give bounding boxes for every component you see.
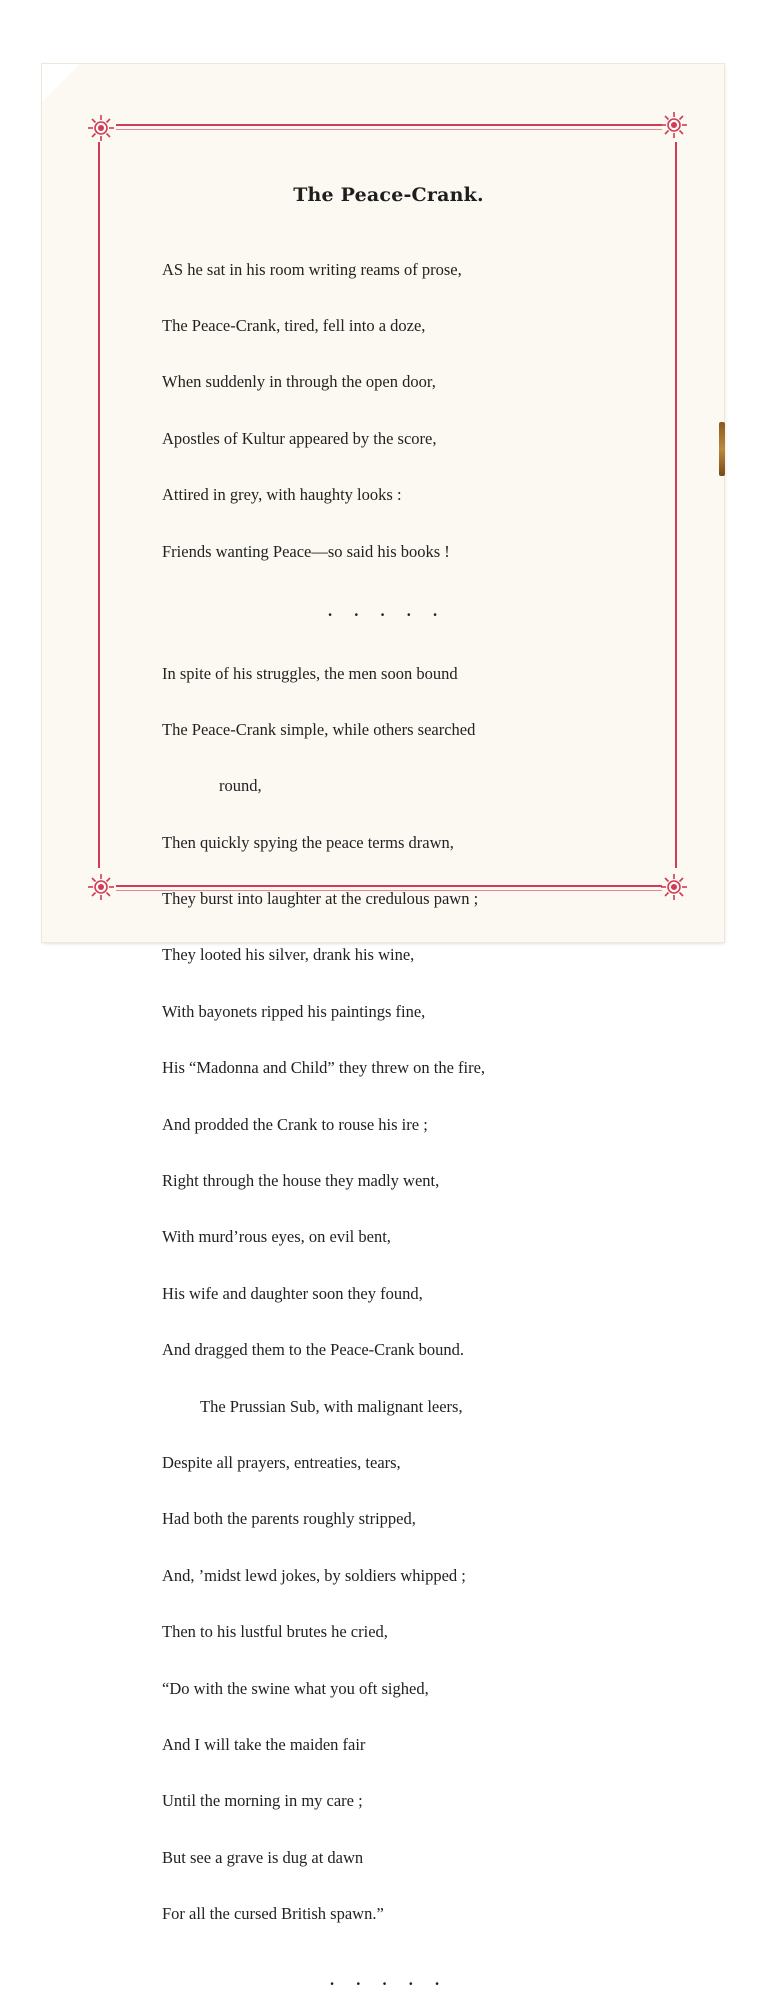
poem-line: The Prussian Sub, with malignant leers, — [200, 1396, 463, 1416]
poem-line: With bayonets ripped his paintings fine, — [162, 1001, 426, 1021]
poem-line: The Peace-Crank, tired, fell into a doze, — [162, 315, 426, 335]
poem-line: And dragged them to the Peace-Crank bound. — [162, 1340, 464, 1360]
poem-line: His wife and daughter soon they found, — [162, 1283, 423, 1303]
poem-line: And prodded the Crank to rouse his ire ; — [162, 1114, 428, 1134]
binding-stain — [719, 422, 725, 476]
poem-line: With murd’rous eyes, on evil bent, — [162, 1227, 391, 1247]
poem-line: Until the morning in my care ; — [162, 1791, 363, 1811]
corner-ornament-icon — [86, 872, 116, 902]
page-corner-fold — [42, 64, 80, 102]
border-left-rule — [98, 142, 100, 868]
poem-body — [162, 223, 632, 2014]
poem-line: When suddenly in through the open door, — [162, 372, 436, 392]
poem-title: The Peace-Crank. — [293, 184, 484, 206]
poem-line: round, — [219, 776, 262, 796]
poem-line: Friends wanting Peace—so said his books ! — [162, 541, 450, 561]
poem-line: But see a grave is dug at dawn — [162, 1847, 364, 1867]
poem-line: Had both the parents roughly stripped, — [162, 1509, 416, 1529]
poem-line: In spite of his struggles, the men soon bound — [162, 663, 458, 683]
poem-line: They burst into laughter at the credulous pawn ; — [162, 889, 479, 909]
poem-line: His “Madonna and Child” they threw on the fire, — [162, 1058, 486, 1078]
poem-line: The Peace-Crank simple, while others searched — [162, 719, 476, 739]
border-right-rule — [675, 142, 677, 868]
poem-line: Attired in grey, with haughty looks : — [162, 485, 402, 505]
end-separator: . . . . . — [330, 1969, 449, 1989]
corner-ornament-icon — [86, 113, 116, 143]
poem-line: Despite all prayers, entreaties, tears, — [162, 1453, 401, 1472]
poem-line: And, ’midst lewd jokes, by soldiers whipped ; — [162, 1565, 466, 1585]
poem-line: They looted his silver, drank his wine, — [162, 945, 415, 965]
poem-line: For all the cursed British spawn.” — [162, 1904, 384, 1924]
poem-line: Then to his lustful brutes he cried, — [162, 1622, 388, 1642]
poem-line: Apostles of Kultur appeared by the score, — [162, 428, 437, 448]
corner-ornament-icon — [659, 110, 689, 140]
poem-line: Right through the house they madly went, — [162, 1171, 440, 1191]
poem-line: And I will take the maiden fair — [162, 1734, 366, 1754]
poem-line: AS he sat in his room writing reams of prose, — [162, 259, 462, 279]
corner-ornament-icon — [659, 872, 689, 902]
stanza-separator: . . . . . — [328, 600, 447, 620]
poem-line: “Do with the swine what you oft sighed, — [162, 1678, 429, 1698]
poem-line: Then quickly spying the peace terms drawn, — [162, 832, 454, 852]
border-top-rule — [116, 124, 662, 126]
border-top-rule-inner — [116, 129, 662, 130]
